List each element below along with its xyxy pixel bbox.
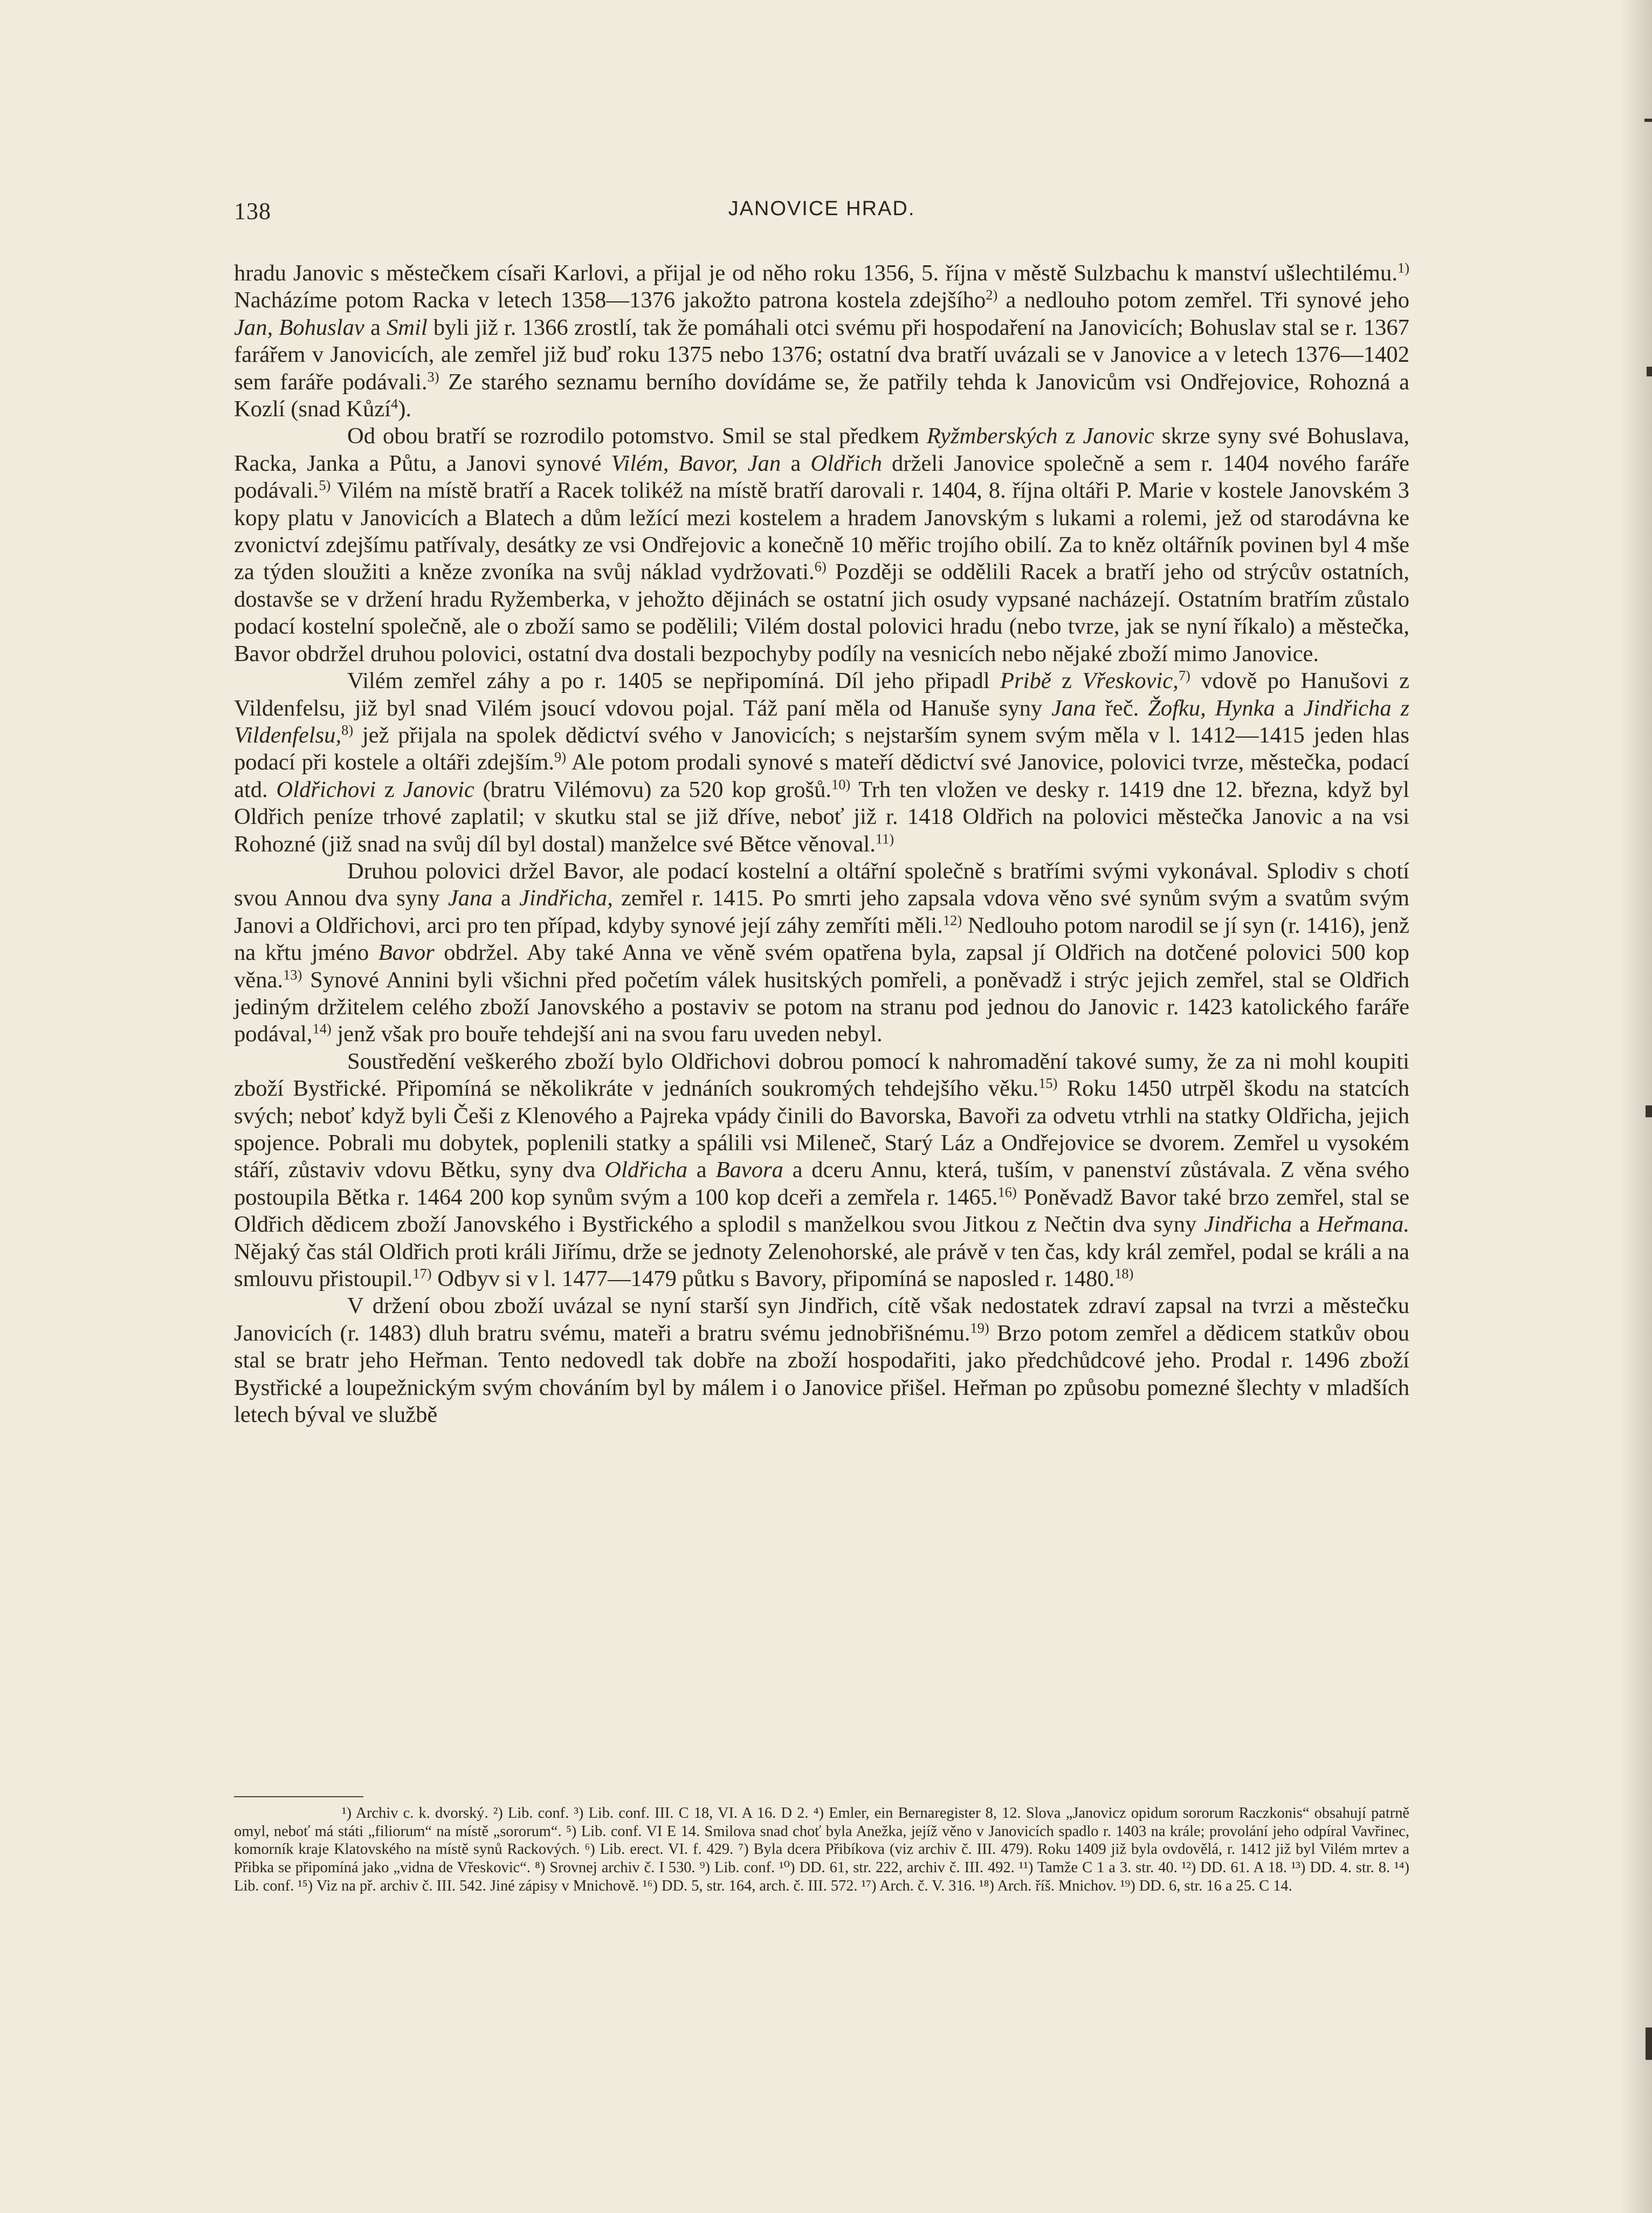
footnote-ref[interactable]: 2) [986,286,998,303]
edge-mark [1646,2028,1652,2060]
paragraph: Od obou bratří se rozrodilo potomstvo. Smil se stal předkem Ryžmberských z Janovic skrze syny své Bohuslava, Racka, Janka a Půtu, a Janovi synové Vilém, Bavor, Jan a Oldřich drželi Janovice společně a sem r. 1404 nového faráře podávali.$^{5)}$ Vilém na místě bratří a Racek tolikéž na místě bratří darovali r. 1404, 8. října oltáři P. Marie v kostele Janovském 3 kopy platu v Janovicích a Blatech a dům ležící mezi kostelem a hradem Janovským s lukami a rolemi, jež od starodávna ke zvonictví zdejšímu patřívaly, desátky ze vsi Ondřejovic a konečně 10 měřic trojího obilí. Za to kněz oltářník povinen byl 4 mše za týden sloužiti a kněze zvoníka na svůj náklad vydržovati.$^{6)}$ Později se oddělili Racek a bratří jeho od strýcův ostatních, dostavše se v držení hradu Ryžemberka, v jehožto dějinách se ostatní jich osudy vypsané nacházejí. Ostatním bratřím zůstalo podací kostelní společně, ale o zboží samo se podělili; Vilém dostal polovici hradu (nebo tvrze, jak se nyní říkalo) a městečka, Bavor obdržel druhou polovici, ostatní dva dostali bezpochyby podíly na vesnicích nebo nějaké zboží mimo Janovice. [234,423,1410,666]
footnote-ref[interactable]: 5) [319,477,331,493]
footnote-ref[interactable]: 9) [554,748,567,765]
footnote-text: ¹) Archiv c. k. dvorský. ²) Lib. conf. ³) Lib. conf. III. C 18, VI. A 16. D 2. ⁴) Emler, ein Bernaregister 8, 12. Slova „Janovicz opidum sororum Raczkonis“ obsahují patrně omyl, neboť má státi „filiorum“ na místě „sororum“. ⁵) Lib. conf. VI E 14. Smilova snad choť byla Anežka, jejíž věno v Janovicích spadlo r. 1403 na krále; provolání jeho odpíral Vavřinec, komorník kraje Klatovského na místě synů Rackových. ⁶) Lib. erect. VI. f. 429. ⁷) Byla dcera Přibíkova (viz archiv č. III. 479). Roku 1409 již byla ovdovělá, r. 1412 již byl Vilém mrtev a Přibka se připomíná jako „vidna de Vřeskovic“. ⁸) Srovnej archiv č. I 530. ⁹) Lib. conf. ¹⁰) DD. 61, str. 222, archiv č. III. 492. ¹¹) Tamže C 1 a 3. str. 40. ¹²) DD. 61. A 18. ¹³) DD. 4. str. 8. ¹⁴) Lib. conf. ¹⁵) Viz na př. archiv č. III. 542. Jiné zápisy v Mnichově. ¹⁶) DD. 5, str. 164, arch. č. III. 572. ¹⁷) Arch. č. V. 316. ¹⁸) Arch. říš. Mnichov. ¹⁹) DD. 6, str. 16 a 25. C 14. [234,1805,1409,1894]
running-title: JANOVICE HRAD. [728,197,916,220]
paragraph: Druhou polovici držel Bavor, ale podací kostelní a oltářní společně s bratřími svými vykonával. Splodiv s chotí svou Annou dva syny Jana a Jindřicha, zemřel r. 1415. Po smrti jeho zapsala vdova věno své synům svým a svatům svým Janovi a Oldřichovi, arci pro ten případ, kdyby synové její záhy zemříti měli.$^{12)}$ Nedlouho potom narodil se jí syn (r. 1416), jenž na křtu jméno Bavor obdržel. Aby také Anna ve věně svém opatřena byla, zapsal jí Oldřich na dotčené polovici 500 kop věna.$^{13)}$ Synové Annini byli všichni před početím válek husitských pomřeli, a poněvadž i strýc jejich zemřel, stal se Oldřich jediným držitelem celého zboží Janovského a postaviv se potom na stranu pod jednou do Janovic r. 1423 katolického faráře podával,$^{14)}$ jenž však pro bouře tehdejší ani na svou faru uveden nebyl. [234,858,1409,1047]
footnote-ref[interactable]: 8) [341,721,354,738]
footnote-ref[interactable]: 11) [875,830,894,847]
footnote-ref[interactable]: 13) [283,966,302,983]
footnote-ref[interactable]: 18) [1114,1265,1134,1282]
footnote-ref[interactable]: 17) [412,1265,432,1282]
footnotes [234,1804,1409,1895]
footnote-ref[interactable]: 6) [814,558,827,575]
footnote-ref[interactable]: 4 [390,395,398,412]
footnote-ref[interactable]: 19) [970,1319,989,1336]
page-header [234,197,1409,230]
paragraph: Vilém zemřel záhy a po r. 1405 se nepřipomíná. Díl jeho připadl Pribě z Vřeskovic,$^{7)}$ vdově po Hanušovi z Vildenfelsu, již byl snad Vilém jsoucí vdovou pojal. Táž paní měla od Hanuše syny Jana řeč. Žofku, Hynka a Jindřicha z Vildenfelsu,$^{8)}$ jež přijala na spolek dědictví svého v Janovicích; s nejstarším synem svým měla v l. 1412—1415 jeden hlas podací při kostele a oltáři zdejším.$^{9)}$ Ale potom prodali synové s mateří dědictví své Janovice, polovici tvrze, městečka, podací atd. Oldřichovi z Janovic (bratru Vilémovu) za 520 kop grošů.$^{10)}$ Trh ten vložen ve desky r. 1419 dne 12. března, když byl Oldřich peníze trhové zaplatil; v skutku stal se již dříve, neboť již r. 1418 Oldřich na polovici městečka Janovic a na vsi Rohozné (již snad na svůj díl byl dostal) manželce své Bětce věnoval.$^{11)}$ [234,667,1410,857]
edge-mark [1646,1105,1652,1117]
footnote-ref[interactable]: 1) [1398,259,1409,276]
footnote-divider [234,1796,363,1797]
footnote-ref[interactable]: 7) [1178,667,1190,684]
edge-mark [1644,119,1652,122]
footnote-ref[interactable]: 16) [997,1184,1017,1200]
footnote-ref[interactable]: 3) [427,368,439,385]
paragraph: Soustředění veškerého zboží bylo Oldřichovi dobrou pomocí k nahromadění takové sumy, že za ni mohl koupiti zboží Bystřické. Připomíná se několikráte v jednáních soukromých tehdejšího věku.$^{15)}$ Roku 1450 utrpěl škodu na statcích svých; neboť když byli Češi z Klenového a Pajreka vpády činili do Bavorska, Bavoři za odvetu vtrhli na statky Oldřicha, jejich spojence. Pobrali mu dobytek, poplenili statky a spálili vsi Mileneč, Starý Láz a Ondřejovice se dvorem. Zemřel u vysokém stáří, zůstaviv vdovu Bětku, syny dva Oldřicha a Bavora a dceru Annu, která, tuším, v panenství zůstávala. Z věna svého postoupila Bětka r. 1464 200 kop synům svým a 100 kop dceři a zemřela r. 1465.$^{16)}$ Poněvadž Bavor také brzo zemřel, stal se Oldřich dědicem zboží Janovského i Bystřického a splodil s manželkou svou Jitkou z Nečtin dva syny Jindřicha a Heřmana. Nějaký čas stál Oldřich proti králi Jiřímu, drže se jednoty Zelenohorské, ale právě v ten čas, kdy král zemřel, podal se králi a na smlouvu přistoupil.$^{17)}$ Odbyv si v l. 1477—1479 půtku s Bavory, připomíná se naposled r. 1480.$^{18)}$ [234,1048,1410,1292]
footnote-ref[interactable]: 12) [942,912,962,929]
paragraph: V držení obou zboží uvázal se nyní starší syn Jindřich, cítě však nedostatek zdraví zapsal na tvrzi a městečku Janovicích (r. 1483) dluh bratru svému, mateři a bratru svému jednobřišnému.$^{19)}$ Brzo potom zemřel a dědicem statkův obou stal se bratr jeho Heřman. Tento nedovedl tak dobře na zboží hospodařiti, jako předchůdcové jeho. Prodal r. 1496 zboží Bystřické a loupežnickým svým chováním byl by málem i o Janovice přišel. Heřman po způsobu pomezné šlechty v mladších letech býval ve službě [234,1293,1410,1428]
footnote-ref[interactable]: 15) [1038,1075,1058,1091]
page-number: 138 [234,198,271,224]
edge-mark [1647,367,1652,376]
footnote-ref[interactable]: 10) [831,776,851,793]
body-text [234,260,1409,1428]
footnote-ref[interactable]: 14) [312,1020,332,1037]
paragraph: hradu Janovic s městečkem císaři Karlovi, a přijal je od něho roku 1356, 5. října v městě Sulzbachu k manství ušlechtilému.$^{1)}$ Nacházíme potom Racka v letech 1358—1376 jakožto patrona kostela zdejšího$^{2)}$ a nedlouho potom zemřel. Tři synové jeho Jan, Bohuslav a Smil byli již r. 1366 zrostlí, tak že pomáhali otci svému při hospodaření na Janovicích; Bohuslav stal se r. 1367 farářem v Janovicích, ale zemřel již buď roku 1375 nebo 1376; ostatní dva bratří uvázali se v Janovice a v letech 1376—1402 sem faráře podávali.$^{3)}$ Ze starého seznamu berního dovídáme se, že patřily tehda k Janovicům vsi Ondřejovice, Rohozná a Kozlí (snad Kůzí$^4$). [234,259,1409,422]
